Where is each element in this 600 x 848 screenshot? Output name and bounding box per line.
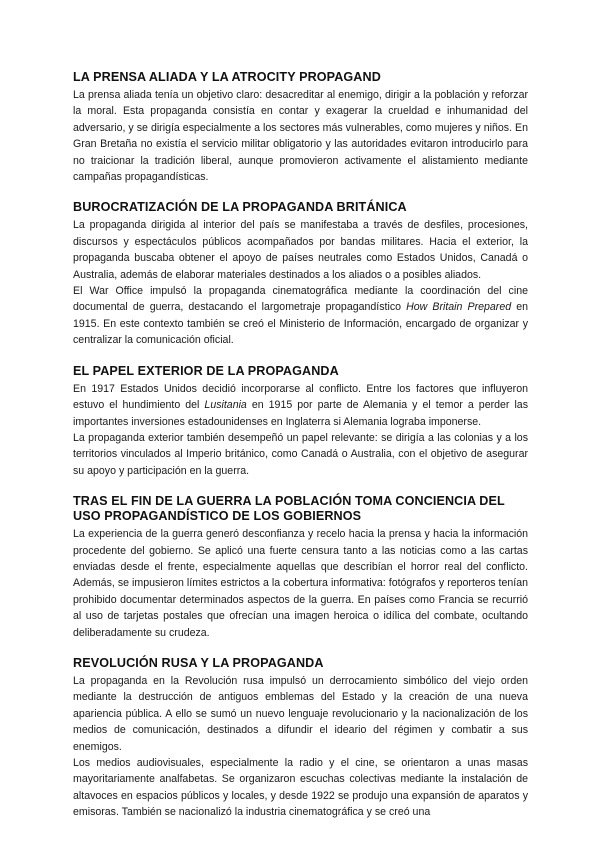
paragraph	[73, 381, 528, 430]
text-run: La propaganda exterior también desempeñó un papel relevante: se dirigía a las colonias y a los territorios vinculados al Imperio británico, como Canadá o Australia, con el objetivo de asegurar su apoyo y participación en la guerra.	[73, 431, 528, 477]
section-heading: BUROCRATIZACIÓN DE LA PROPAGANDA BRITÁNICA	[73, 200, 407, 215]
text-run: en 1915. En este contexto también se creó el Ministerio de Información, encargado de organizar y centralizar la comunicación oficial.	[73, 301, 528, 347]
text-run: La experiencia de la guerra generó desconfianza y recelo hacia la prensa y hacia la información procedente del gobierno. Se aplicó una fuerte censura tanto a las noticias como a las cartas enviadas desde el frente, especialmente aquellas que describían el horror real del conflicto. Además, se impusieron límites estrictos a la cobertura informativa: fotógrafos y reporteros tenían prohibido documentar determinados aspectos de la guerra. En países como Francia se recurrió al uso de tarjetas postales que ofrecían una imagen heroica o idílica del combate, ocultando deliberadamente su crudeza.	[73, 528, 528, 639]
section-revolucion-rusa	[73, 656, 528, 821]
section-heading: TRAS EL FIN DE LA GUERRA LA POBLACIÓN TOMA CONCIENCIA DEL USO PROPAGANDÍSTICO DE LOS GOBIERNOS	[73, 494, 505, 524]
text-run: El War Office impulsó la propaganda cinematográfica mediante la coordinación del cine documental de guerra, destacando el largometraje propagandístico	[73, 285, 528, 314]
paragraph	[73, 87, 528, 185]
section-papel-exterior	[73, 364, 528, 479]
section-prensa-aliada	[73, 70, 528, 185]
paragraph	[73, 755, 528, 821]
text-run: La propaganda dirigida al interior del país se manifestaba a través de desfiles, procesiones, discursos y espectáculos públicos acompañados por bandas militares. Hacia el exterior, la propaganda buscaba obtener el apoyo de países neutrales como Estados Unidos, Canadá o Australia, además de elaborar materiales destinados a los aliados o a posibles aliados.	[73, 219, 528, 281]
paragraph	[73, 430, 528, 479]
text-run: Los medios audiovisuales, especialmente la radio y el cine, se orientaron a unas masas mayoritariamente analfabetas. Se organizaron escuchas colectivas mediante la instalación de altavoces en espacios públicos y locales, y desde 1922 se produjo una expansión de aparatos y emisoras. También se nacionalizó la industria cinematográfica y se creó una	[73, 757, 528, 819]
paragraph	[73, 526, 528, 641]
film-title: How Britain Prepared	[406, 301, 512, 314]
section-fin-guerra	[73, 494, 528, 641]
text-run: La propaganda en la Revolución rusa impulsó un derrocamiento simbólico del viejo orden mediante la destrucción de antiguos emblemas del Estado y la creación de una nueva apariencia pública. A ello se sumó un nuevo lenguaje revolucionario y la nacionalización de los medios de comunicación, destinados a difundir el ideario del régimen y combatir a sus enemigos.	[73, 674, 528, 753]
section-heading: EL PAPEL EXTERIOR DE LA PROPAGANDA	[73, 363, 339, 378]
section-heading: REVOLUCIÓN RUSA Y LA PROPAGANDA	[73, 655, 324, 670]
text-run: En 1917 Estados Unidos decidió incorporarse al conflicto. Entre los factores que influyeron estuvo el hundimiento del	[73, 382, 528, 412]
paragraph	[73, 283, 528, 349]
section-burocratizacion	[73, 200, 528, 348]
text-run: en 1915 por parte de Alemania y el temor a perder las importantes inversiones estadounidenses en Inglaterra si Alemania lograba imponerse.	[73, 399, 528, 428]
paragraph	[73, 673, 528, 755]
paragraph	[73, 217, 528, 283]
text-run: La prensa aliada tenía un objetivo claro: desacreditar al enemigo, dirigir a la población y reforzar la moral. Esta propaganda consistía en contar y exagerar la crueldad e inhumanidad del adversario, y se dirigía especialmente a los sectores más vulnerables, como mujeres y niños. En Gran Bretaña no existía el servicio militar obligatorio y las autoridades evitaron introducirlo para no traicionar la tradición liberal, aunque promovieron activamente el alistamiento mediante campañas propagandísticas.	[73, 89, 528, 184]
ship-name: Lusitania	[204, 399, 247, 412]
section-heading: LA PRENSA ALIADA Y LA ATROCITY PROPAGAND	[73, 70, 381, 84]
